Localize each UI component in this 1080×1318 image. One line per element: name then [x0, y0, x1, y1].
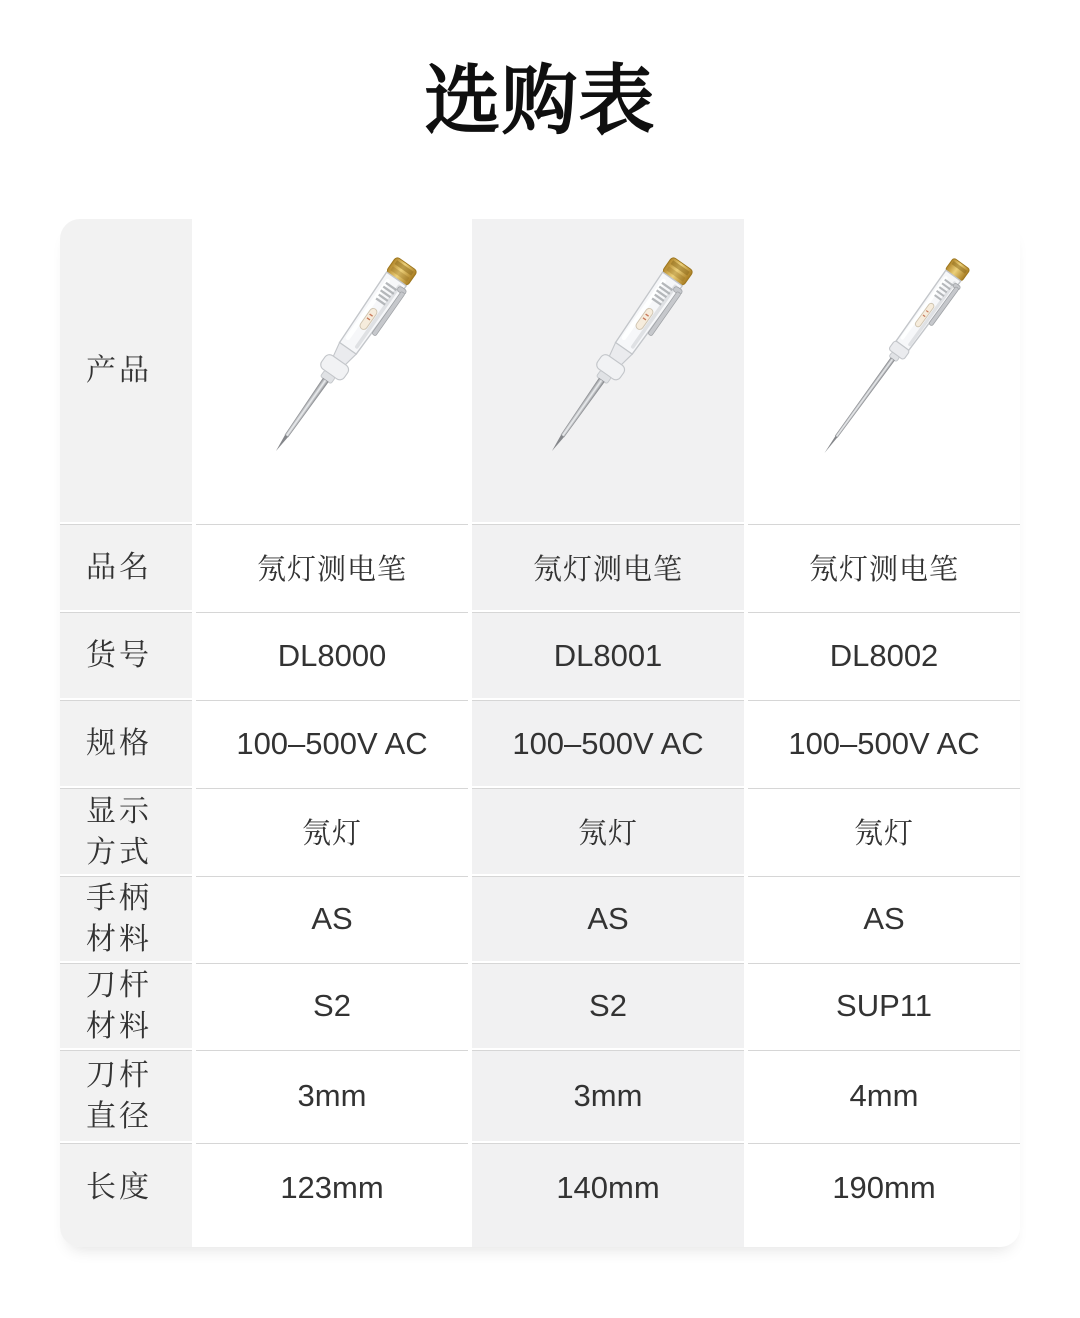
value-length-3: 190mm	[748, 1143, 1020, 1247]
value-display-3: 氖灯	[748, 788, 1020, 874]
product-image-cell-dl8000	[196, 219, 468, 522]
value-shaft-3: SUP11	[748, 963, 1020, 1048]
value-diameter-2: 3mm	[472, 1050, 744, 1141]
product-image-cell-dl8002	[748, 219, 1020, 522]
product-photo-dl8000	[203, 226, 461, 516]
value-handle-1: AS	[196, 876, 468, 961]
row-label-display: 显示方式	[60, 788, 192, 874]
product-image-cell-dl8001	[472, 219, 744, 522]
value-diameter-1: 3mm	[196, 1050, 468, 1141]
value-name-2: 氖灯测电笔	[472, 524, 744, 610]
product-comparison-table	[60, 219, 1020, 1247]
value-length-2: 140mm	[472, 1143, 744, 1247]
value-shaft-1: S2	[196, 963, 468, 1048]
value-shaft-2: S2	[472, 963, 744, 1048]
row-label-product: 产品	[60, 219, 192, 522]
product-photo-dl8001	[479, 226, 737, 516]
row-label-shaft-diameter: 刀杆直径	[60, 1050, 192, 1141]
row-label-model: 货号	[60, 612, 192, 698]
value-handle-3: AS	[748, 876, 1020, 961]
value-spec-3: 100–500V AC	[748, 700, 1020, 786]
value-spec-1: 100–500V AC	[196, 700, 468, 786]
value-handle-2: AS	[472, 876, 744, 961]
row-label-spec: 规格	[60, 700, 192, 786]
value-model-2: DL8001	[472, 612, 744, 698]
product-photo-dl8002	[755, 226, 1013, 516]
value-length-1: 123mm	[196, 1143, 468, 1247]
value-name-3: 氖灯测电笔	[748, 524, 1020, 610]
value-model-1: DL8000	[196, 612, 468, 698]
value-model-3: DL8002	[748, 612, 1020, 698]
page-title: 选购表	[424, 59, 656, 144]
value-diameter-3: 4mm	[748, 1050, 1020, 1141]
value-display-2: 氖灯	[472, 788, 744, 874]
row-label-handle-material: 手柄材料	[60, 876, 192, 961]
row-label-shaft-material: 刀杆材料	[60, 963, 192, 1048]
value-display-1: 氖灯	[196, 788, 468, 874]
row-label-length: 长度	[60, 1143, 192, 1247]
row-label-name: 品名	[60, 524, 192, 610]
value-name-1: 氖灯测电笔	[196, 524, 468, 610]
value-spec-2: 100–500V AC	[472, 700, 744, 786]
